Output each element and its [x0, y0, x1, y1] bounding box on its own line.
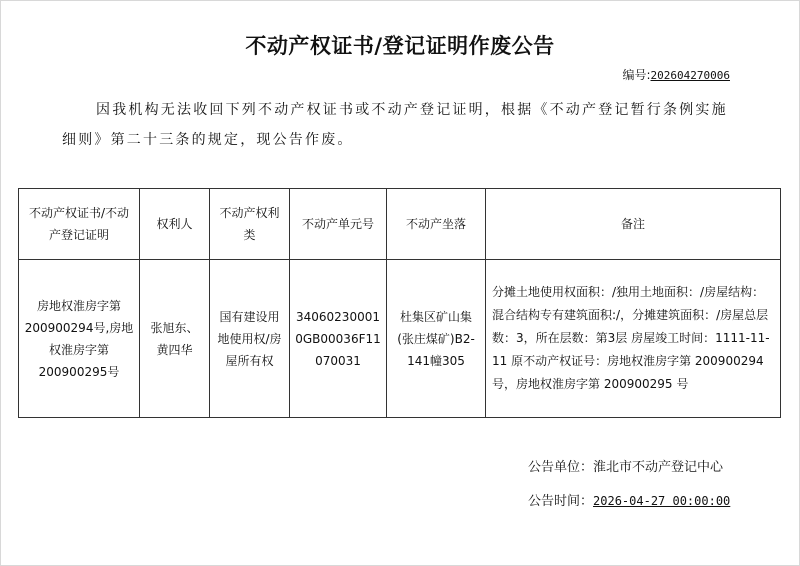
- header-unit-no: 不动产单元号: [290, 189, 387, 260]
- serial-value: 202604270006: [650, 69, 730, 82]
- header-right-type: 不动产权利类: [210, 189, 290, 260]
- table-header-row: [19, 189, 781, 260]
- header-location: 不动产坐落: [387, 189, 486, 260]
- cell-certificate: 房地权淮房字第200900294号,房地权淮房字第200900295号: [19, 260, 140, 418]
- time-label: 公告时间：: [528, 494, 594, 509]
- header-certificate: 不动产权证书/不动产登记证明: [19, 189, 140, 260]
- serial-label: 编号:: [622, 68, 651, 82]
- announcing-unit: [528, 456, 723, 475]
- cell-unit-no: 340602300010GB00036F11070031: [290, 260, 387, 418]
- announcement-time: [528, 490, 730, 509]
- time-value: 2026-04-27 00:00:00: [593, 494, 731, 508]
- serial-number: [622, 66, 730, 83]
- cell-remark: 分摊土地使用权面积：/独用土地面积：/房屋结构：混合结构专有建筑面积:/，分摊建筑面积：/房屋总层数：3，所在层数：第3层 房屋竣工时间：1111-11-11 原不动产权证号：房地权淮房字第 200900294 号，房地权淮房字第 200900295 号: [486, 260, 781, 418]
- header-remark: 备注: [486, 189, 781, 260]
- unit-value: 淮北市不动产登记中心: [593, 460, 724, 475]
- intro-paragraph: 因我机构无法收回下列不动产权证书或不动产登记证明，根据《不动产登记暂行条例实施细则》第二十三条的规定，现公告作废。: [62, 102, 728, 148]
- notice-title: 不动产权证书/登记证明作废公告: [245, 34, 555, 58]
- cell-owner: 张旭东、黄四华: [140, 260, 210, 418]
- void-certificate-table: [18, 188, 781, 418]
- table-row: [19, 260, 781, 418]
- header-owner: 权利人: [140, 189, 210, 260]
- cell-location: 杜集区矿山集(张庄煤矿)B2-141幢305: [387, 260, 486, 418]
- cell-right-type: 国有建设用地使用权/房屋所有权: [210, 260, 290, 418]
- unit-label: 公告单位：: [528, 460, 594, 475]
